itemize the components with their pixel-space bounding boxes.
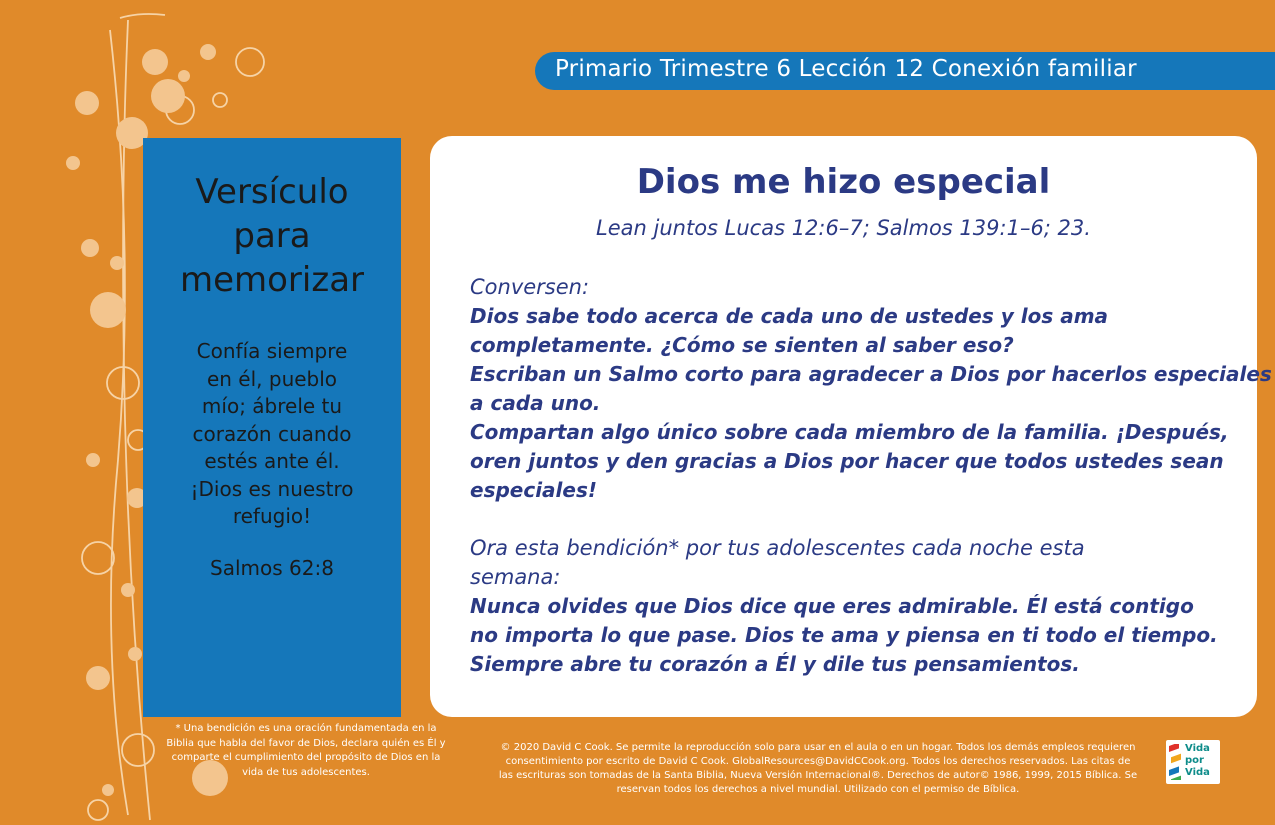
memory-verse-line: Confía siempre bbox=[196, 339, 348, 363]
footnote-line: vida de tus adolescentes. bbox=[242, 766, 370, 778]
blessing-footnote bbox=[165, 722, 447, 780]
blessing-heading-line: Ora esta bendición* por tus adolescentes cada noche esta bbox=[470, 536, 1085, 560]
memory-verse-heading bbox=[143, 170, 401, 302]
section-spacer bbox=[470, 505, 1230, 534]
discussion-line: Dios sabe todo acerca de cada uno de ustedes y los ama bbox=[470, 304, 1109, 328]
blessing-line: Nunca olvides que Dios dice que eres admirable. Él está contigo bbox=[470, 594, 1194, 618]
memory-verse-heading-line: memorizar bbox=[179, 260, 365, 300]
copyright-line: consentimiento por escrito de David C Cook. GlobalResources@DavidCCook.org. Todos los derechos reservados. Las citas de bbox=[505, 756, 1131, 767]
discussion-line: completamente. ¿Cómo se sienten al saber eso? bbox=[470, 333, 1014, 357]
memory-verse-heading-line: Versículo bbox=[195, 172, 349, 212]
memory-verse-heading-line: para bbox=[233, 216, 311, 256]
memory-verse-line: corazón cuando bbox=[192, 421, 352, 446]
blessing-line: no importa lo que pase. Dios te ama y piensa en ti todo el tiempo. bbox=[470, 623, 1218, 647]
copyright-line: reservan todos los derechos a nivel mundial. Utilizado con el permiso de Bíblica. bbox=[616, 784, 1020, 795]
memory-verse-line: refugio! bbox=[232, 504, 312, 528]
logo-word: por bbox=[1185, 755, 1204, 766]
copyright-notice bbox=[470, 741, 1166, 797]
memory-verse-reference: Salmos 62:8 bbox=[210, 556, 334, 580]
memory-verse-line: estés ante él. bbox=[204, 449, 340, 473]
discussion-line: Escriban un Salmo corto para agradecer a Dios por hacerlos especiales bbox=[470, 362, 1272, 386]
discussion-line: Compartan algo único sobre cada miembro de la familia. ¡Después, bbox=[470, 420, 1229, 444]
lesson-header-title: Primario Trimestre 6 Lección 12 Conexión familiar bbox=[555, 56, 1137, 82]
blessing-line: Siempre abre tu corazón a Él y dile tus pensamientos. bbox=[470, 652, 1080, 676]
logo-word: Vida bbox=[1185, 767, 1210, 778]
conversen-heading: Conversen: bbox=[470, 275, 590, 299]
footnote-line: Biblia que habla del favor de Dios, declara quién es Él y bbox=[166, 737, 446, 749]
logo-stripes-icon bbox=[1169, 744, 1183, 780]
logo-wordmark bbox=[1185, 743, 1210, 779]
lesson-body bbox=[470, 273, 1272, 679]
discussion-line: especiales! bbox=[470, 478, 598, 502]
footnote-line: comparte el cumplimiento del propósito de Dios en la bbox=[171, 752, 441, 763]
memory-verse-panel bbox=[143, 138, 401, 717]
logo-word: Vida bbox=[1185, 743, 1210, 754]
blessing-heading-line: semana: bbox=[470, 565, 561, 589]
lesson-card bbox=[430, 136, 1272, 717]
memory-verse-line: en él, pueblo bbox=[206, 366, 338, 391]
lesson-scripture-reading: Lean juntos Lucas 12:6–7; Salmos 139:1–6; 23. bbox=[596, 216, 1091, 240]
discussion-line: oren juntos y den gracias a Dios por hacer que todos ustedes sean bbox=[470, 449, 1224, 473]
memory-verse-text bbox=[143, 338, 401, 531]
footnote-line: * Una bendición es una oración fundamentada en la bbox=[175, 723, 437, 734]
copyright-line: las escrituras son tomadas de la Santa Biblia, Nueva Versión Internacional®. Derechos de autor© 1986, 1999, 2015 Bíblica. Se bbox=[498, 770, 1138, 781]
copyright-line: © 2020 David C Cook. Se permite la reproducción solo para usar en el aula o en un hogar. Todos los demás empleos requieren bbox=[500, 742, 1136, 753]
memory-verse-line: ¡Dios es nuestro bbox=[190, 476, 354, 501]
lesson-title: Dios me hizo especial bbox=[636, 162, 1051, 202]
discussion-line: a cada uno. bbox=[470, 391, 601, 415]
lesson-header-bar bbox=[535, 52, 1275, 90]
memory-verse-line: mío; ábrele tu bbox=[201, 394, 343, 418]
vida-por-vida-logo bbox=[1166, 740, 1220, 784]
